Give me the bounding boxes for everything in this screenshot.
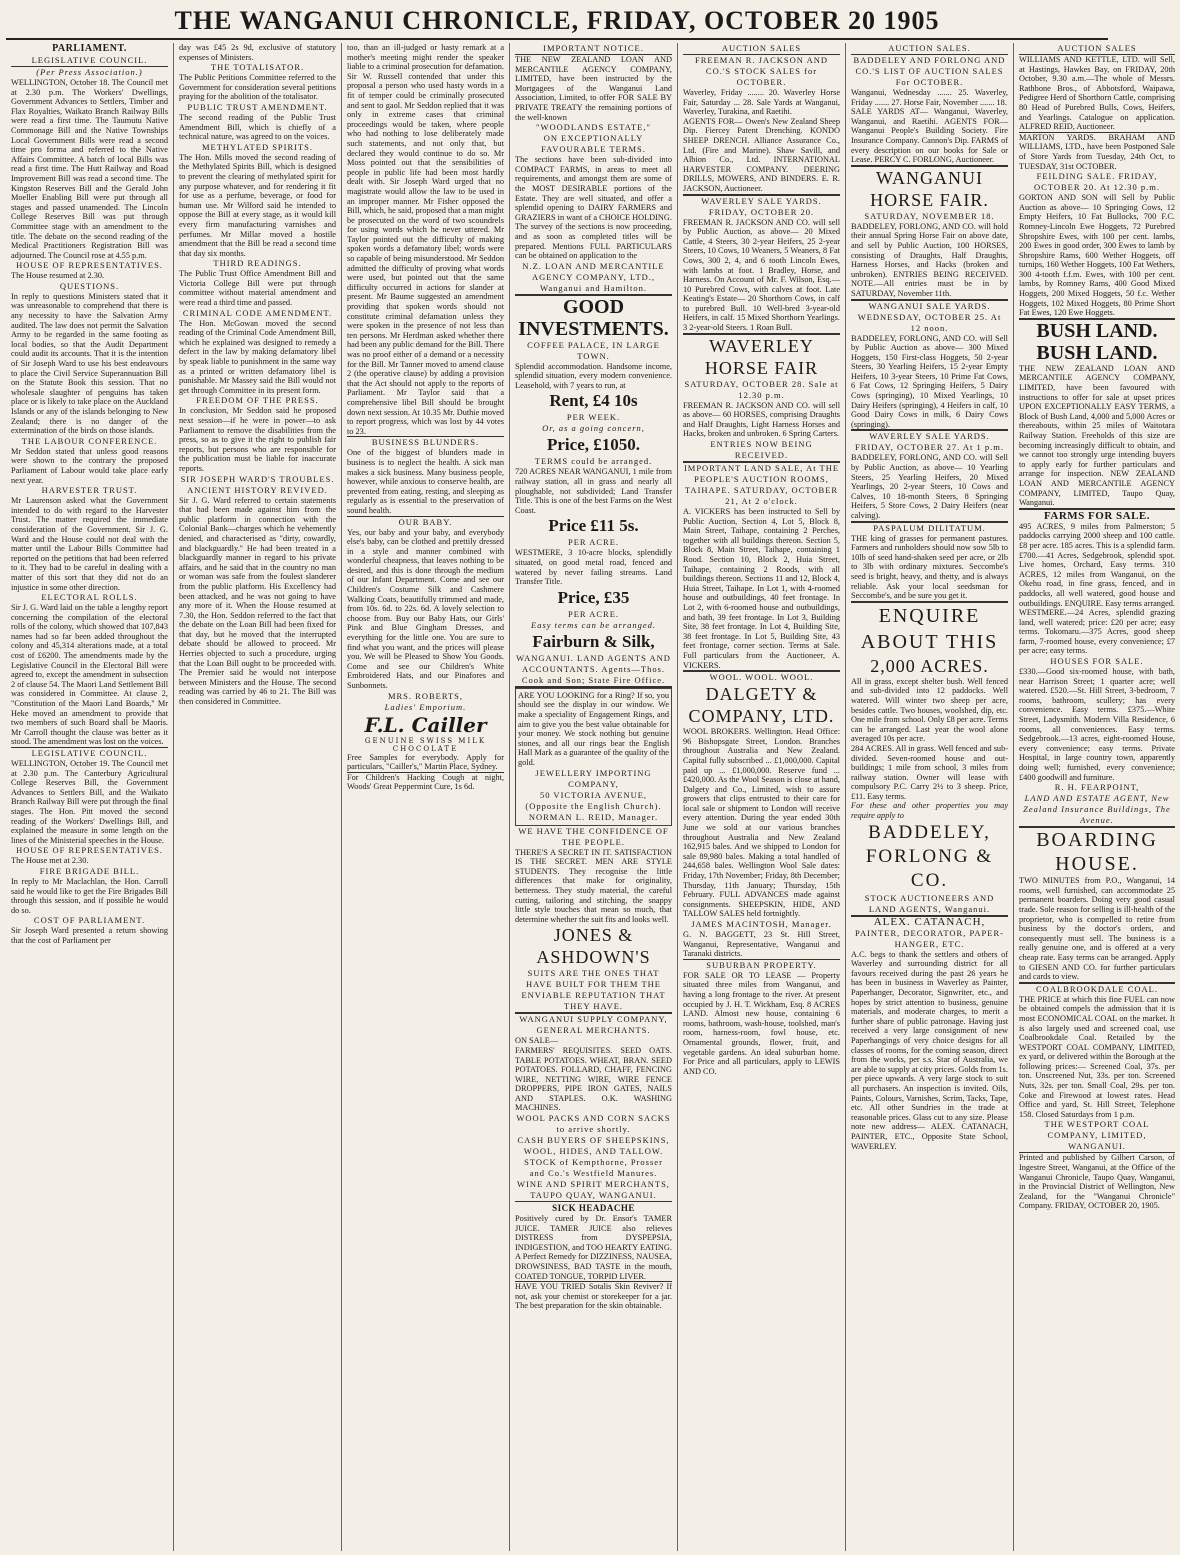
ad-headline: HOUSES FOR SALE. <box>1050 656 1144 667</box>
ad-headline: FREEMAN R. JACKSON AND CO.'S STOCK SALES for OCTOBER. <box>695 55 828 87</box>
column-2 <box>174 43 342 1551</box>
ad-text: LAND AND ESTATE AGENT, New Zealand Insurance Buildings, The Avenue. <box>1023 793 1171 826</box>
ad-text: FARMERS' REQUISITES. SEED OATS. TABLE POTATOES. WHEAT, BRAN. SEED POTATOES. FOLLARD, CHAFF, FENCING WIRE, NETTING WIRE, WIRE FENCE DROPPERS, PIPE IRON GATES, NAILS AND STAPLES. O.K. WASHING MACHINES. <box>515 1045 672 1113</box>
section-heading: AUCTION SALES <box>721 43 802 53</box>
article-text: day was £45 2s 9d, exclusive of statutory expenses of Ministers. <box>179 43 336 62</box>
article-text: Sir Joseph Ward presented a return showing that the cost of Parliament per <box>11 926 168 945</box>
ad-headline: ALEX. CATANACH, <box>873 915 986 928</box>
section-heading: AUCTION SALES. <box>888 43 971 53</box>
price-unit: PER ACRE. <box>567 537 620 548</box>
subheading: COST OF PARLIAMENT. <box>33 915 146 926</box>
ad-text: BADDELEY, FORLONG, AND CO. will Sell by Public Auction as above— 300 Mixed Hoggets, 150 First-class Hoggets, 50 2-year Steers, 30 Yearling Heifers, 15 2-year Empty Heifers, 10 3-year Steers, 10 Prime Fat Cows, 6 Fat Cows, 12 Springing Heifers, 5 Dairy Cows (springing), 10 Mixed Yearlings, 10 Dairy Heifers (springing), 4 Heifers in calf, 10 Good Dairy Cows in milk, 6 Dairy Cows (springing). <box>851 333 1008 429</box>
agency: N.Z. LOAN AND MERCANTILE AGENCY COMPANY, LTD., Wanganui and Hamilton. <box>522 260 665 293</box>
horse-fair: WAVERLEY HORSE FAIR <box>704 335 819 378</box>
article-text: In reply to Mr Maclachlan, the Hon. Carroll said he would like to get the Fire Brigades Bill through this session, and if possible he would do so. <box>11 876 168 915</box>
ad-text: The sections have been sub-divided into COMPACT FARMS, in areas to meet all requirements, and amongst them are some of the MOST DESIRABLE portions of the Estate. They are well situated, and offer a splendid opening to DAIRY FARMERS and GRAZIERS in want of a CHOICE HOLDING. The survey of the sections is now proceeding, and as soon as completed titles will be prepared. Mentions FULL PARTICULARS can be obtained on application to the <box>515 155 672 261</box>
ad-headline: SICK HEADACHE <box>552 1203 635 1214</box>
subheading: HOUSE OF REPRESENTATIVES. <box>16 845 163 856</box>
ad-text: THE WESTPORT COAL COMPANY, LIMITED, WANGANUI. <box>1044 1119 1150 1152</box>
ad-text: BADDELEY, FORLONG, AND CO. will hold their annual Spring Horse Fair on above date, and sell by Public Auction, 100 HORSES, consisting of Draughts, Half Draughts, Harness Horses, and Hacks (broken and unbroken). ENTRIES BEING RECEIVED. NOTE.—All entries must be in by SATURDAY, November 11th. <box>851 221 1008 298</box>
ad-text: ENTRIES NOW BEING RECEIVED. <box>710 439 813 461</box>
ad-headline: WE HAVE THE CONFIDENCE OF THE PEOPLE. <box>518 825 669 847</box>
ad-text: FREEMAN R. JACKSON AND CO. will sell as above— 60 HORSES, comprising Draughts and Half Draughts, Light Harness Horses and Hacks, broken and unbroken. 6 Spring Carters. <box>683 400 840 439</box>
article-text: One of the biggest of blunders made in business is to neglect the health. A sick man makes a sick business. Many business people, however, while anxious to conserve health, are prevented from eating, resting, and sleeping as regularly as is essential to the preservation of sound health. <box>347 448 504 515</box>
ad-text: HAVE YOU TRIED Sotalis Skin Reviver? If not, ask your chemist or storekeeper for a jar. The best preparation for the skin obtainable. <box>515 1282 672 1311</box>
bush-land-headline: BUSH LAND. <box>1036 341 1158 364</box>
agent-name: R. H. FEARPOINT, <box>1054 782 1140 793</box>
bush-land-headline: BUSH LAND. <box>1036 319 1158 342</box>
subheading: THIRD READINGS. <box>213 258 302 269</box>
article-text: For Children's Hacking Cough at night, Woods' Great Peppermint Cure, 1s 6d. <box>347 772 504 792</box>
logo-subtitle: GENUINE SWISS MILK CHOCOLATE <box>364 736 487 753</box>
ad-text: £330.—Good six-roomed house, with bath, near Harrison Street; 1 quarter acre; well watered. £520.—St. Hill Street, 3-bedroom, 7 rooms, bathroom, scullery; has every convenience. Easy terms. £375.—White Street, Ladysmith. Modern Villa Residence, 6 rooms, all conveniences. Easy terms. Sedgebrook.—13 acres, eight-roomed House, every convenience; easy terms. Private Hospital, in large country town, apparently doing well; furnished, every convenience; £400 goodwill and furniture. <box>1019 667 1175 782</box>
on-sale: ON SALE— <box>515 1036 559 1046</box>
subheading: PUBLIC TRUST AMENDMENT. <box>187 101 328 112</box>
ad-text: THE PRICE at which this fine FUEL can now be obtained compels the admission that it is most ECONOMICAL COAL on the market. It is also largely used and screened coal, use Coalbrookdale Coal. Retailed by the WESTPORT COAL COMPANY, LIMITED, ex yard, or delivered within the Borough at the following prices:— Screened Coal, 37s. per ton. Unscreened Nut, 33s. per ton. Screened Nuts, 32s. per ton. Small Coal, 29s. per ton. Coke and Firewood at lowest rates. Head Office and yard, St. Hill Street, Telephone 158. Closed Saturdays from 1 p.m. <box>1019 994 1175 1119</box>
ad-text: A.C. begs to thank the settlers and others of Waverley and surrounding district for all favours received during the past 26 years he has been in business in Waverley as Painter, Paperhanger, Decorator, Signwriter, etc., and hopes by strict attention to business, genuine materials, and moderate charges, to merit a further share of public patronage. Having just received a very large consignment of new Paperhangings of very choice designs for all classes of rooms, for the coming season, direct from the works, per s.s. Star of Australia, we are able to supply at city prices. Golds from 1s. per piece upwards. A very large stock to suit all purchasers. An inspection is invited. Oils, Paints, Colours, Varnishes, Scrim, Tacks, Tape, etc. All other Sundries in the trade at reasonable prices. Glass cut to any size. Please note new address— ALEX. CATANACH, PAINTER, ETC., Opposite State School, WAVERLEY. <box>851 949 1008 1151</box>
dalgety-name: DALGETY & COMPANY, LTD. <box>688 684 835 727</box>
subheading: FIRE BRIGADE BILL. <box>39 865 140 876</box>
ad-text: Easy terms can be arranged. <box>531 619 656 630</box>
ad-headline: FEILDING SALE. FRIDAY, OCTOBER 20. At 12.30 p.m. <box>1034 171 1160 193</box>
ad-text: THERE'S A SECRET IN IT. SATISFACTION IS THE SECRET. MEN ARE STYLE STUDENTS. They recognise the little differences that make for originality, betterness. They study material, the careful cutting, tailoring and stitching, the snappy little style touches that mean so much, that determine whether the suit fits and looks well. <box>515 847 672 924</box>
price-unit: PER ACRE. <box>567 608 620 619</box>
article-text: Free Samples for everybody. Apply for particulars, "Cailler's," Martin Place, Sydney. <box>347 752 504 772</box>
ad-headline: WOOL. WOOL. WOOL. <box>709 672 814 683</box>
article-text: Yes, our baby and your baby, and everybody else's baby, can be clothed and prettily dressed in a style and manner combined with wonderful cheapness, that leaves nothing to be desired, and this is done through the medium of our Infant Department. Come and see our Children's Costume Silk and Cashmere Walking Coats, beautifully trimmed and made, from 10s. 6d. to 22s. 6d. A lovely selection to choose from. Buy our Baby Hats, our Girls' Pink and Blue Gingham Dresses, and everything for the little one. You are sure to find what you want, and the prices will please you. We will be Pleased to Show You Goods. Come and see our Children's White Embroidered Hats, and our Pinafores and Sunbonnets. <box>347 527 504 690</box>
ad-text: For these and other properties you may require apply to <box>851 801 1008 821</box>
article-text: The Hon. Mills moved the second reading of the Methylated Spirits Bill, which is designed to prevent the clearing of methylated spirit for any purpose whatever, and for rendering it fit for use as a perfume, beverage, or food for human use. Mr Wilford said he intended to oppose the Bill at every stage, as it would kill every firm manufacturing varnishes and perfumes. Mr Millar moved a hostile amendment that the Bill be read a second time that day six months. <box>179 152 336 258</box>
column-1 <box>6 43 174 1551</box>
ad-text: WOOL PACKS AND CORN SACKS to arrive shortly. <box>516 1113 671 1135</box>
acres-headline: 2,000 ACRES. <box>870 655 989 676</box>
ad-headline: BADDELEY AND FORLONG AND CO.'S LIST OF AUCTION SALES For OCTOBER. <box>853 55 1006 87</box>
article-text: WELLINGTON, October 18. The Council met at 2.30 p.m. The Workers' Dwellings, Government Advances to Settlers, Timber and Flax Royalties, Waikato Branch Railway Bills were read a first time. The Taumutu Native Commonage Bill and the Native Townships Local Government Bills were read a second time pro forma and referred to the Native Affairs Committee. A batch of local Bills was read a first time. The Hutt Railway and Road Improvement Bill was read a second time. The Kingston Reserves Bill and the Gerald John Moeller Enabling Bill were put through all stages and passed unamended. The Lincoln College Reserves Bill was put through Committee stage with an amendment to the title. The debate on the second reading of the Medical Practitioners Registration Bill was adjourned. The Council rose at 4.55 p.m. <box>11 78 168 260</box>
signature: MRS. ROBERTS, <box>387 690 464 701</box>
article-text: Mr Seddon stated that unless good reasons were shown to the contrary the proposed Parliament of Labour would take place early next year. <box>11 446 168 485</box>
firm-sub: WANGANUI. LAND AGENTS AND ACCOUNTANTS. Agents—Thos. Cook and Son; State Fire Office. <box>516 652 671 685</box>
ad-text: TWO MINUTES from P.O., Wanganui, 14 rooms, well furnished, can accommodate 25 permanent boarders. Doing very good casual trade. Sole reason for selling is ill-health of the proprietor, who is compelled to retire from business by the doctor's orders, and consequently must sell. The business is a really genuine one, and is offered at a very cheap rate. Easy terms can be arranged. Apply to GIESEN AND CO. for further particulars and cards to view. <box>1019 876 1175 982</box>
article-text: The Public Petitions Committee referred to the Government for consideration several petitions praying for the abolition of the totalisator. <box>179 73 336 102</box>
notice-heading: IMPORTANT NOTICE. <box>543 43 644 53</box>
column-7 <box>1014 43 1180 1551</box>
article-text: The House resumed at 2.30. <box>11 271 105 281</box>
ad-subhead: SATURDAY, NOVEMBER 18. <box>864 210 995 221</box>
subheading: THE LABOUR CONFERENCE. <box>21 435 158 446</box>
subheading: QUESTIONS. <box>59 280 120 291</box>
ad-text: FREEMAN R. JACKSON AND CO. will sell by Public Auction, as above— 20 Mixed Cattle, 4 Steers, 30 2-year Heifers, 25 2-year Steers, 10 Cows, 10 Weaners, 5 Weaners, 8 Fat Cows, 300 2, 4, and 6 tooth Lincoln Ewes, with lambs at foot. 1 Bradley, Horse, and Harness. On Account of Mr. F. Wilson, Esq.— 10 Purebred Cows, with calves at foot. Late Keating's Estate— 20 Shorthorn Cows, in calf to purebred Bull. 10 Well-bred 3-year-old Heifers, in calf. 15 Mixed Shorthorn Yearlings. 3 2-year-old Steers. 1 Roan Bull. <box>683 217 840 333</box>
ad-text: MARTON YARDS. BRAHAM AND WILLIAMS, LTD., have been Postponed Sale of Store Yards from Tuesday, 24th Oct, to TUESDAY, 31st OCTOBER. <box>1019 132 1175 171</box>
column-3 <box>342 43 510 1551</box>
merchants: GENERAL MERCHANTS. <box>536 1025 651 1036</box>
article-text: too, than an ill-judged or hasty remark at a mother's meeting might render the speaker liable to a criminal prosecution for defamation. Sir W. Russell contended that under this proposal a person who used hasty words in a fit of temper could be criminally prosecuted and sent to gaol. Mr Seddon replied that it was only in extreme cases that criminal proceedings would be taken, where people who had nothing to lose deliberately made such statements, and not only that, but declared they would continue to do so. Mr Moss pointed out that the sensibilities of people in public life had been most hardly dealt with. Sir Joseph Ward urged that no magistrate would allow the law to be used in an improper manner. Mr Fisher opposed the Bill, which, he said, proposed that a man might be prosecuted on the word of two scoundrels for using words which he never uttered. Mr Taylor pointed out the difficulty of making spoken words a defamatory libel; words were so capable of being misunderstood. Mr Seddon admitted the difficulty of proving what words were used, but pointed out that the same difficulty occurred in actions for slander at present. Mr Baume suggested an amendment providing that spoken words should not constitute criminal defamation unless they were spoken in the presence of not less than ten persons. Mr Herdman asked whether there had been any public demand for the Bill. There was no proof either of a demand or a necessity for the Bill. Mr Tanner moved to amend clause 2 (the operative clause) by adding a provision that the Act should not apply to the reports of Parliament. Mr Taylor said that a comprehensive libel Bill should be brought down next session. At 10.35 Mr. Duthie moved to report progress, which was lost by 44 votes to 23. <box>347 43 504 436</box>
ad-text: Waverley, Friday ........ 20. Waverley Horse Fair, Saturday ... 28. Sale Yards at Wanganui, Waverley, Turakina, and Raetihi. <box>683 88 840 117</box>
ad-text: FOR SALE OR TO LEASE — Property situated three miles from Wanganui, and having a long frontage to the river. At present occupied by J. H. T. Wickham, Esq. 8 ACRES LAND. Almost new house, containing 6 rooms, bathroom, wash-house, toolshed, man's room, harness-room, fowl house, etc. Ornamental grounds, flower, fruit, and vegetable gardens. An ideal suburban home. For Price and all particulars, apply to LEWIS AND CO. <box>683 970 840 1076</box>
ad-text: THE NEW ZEALAND LOAN AND MERCANTILE AGENCY COMPANY, LIMITED, have been instructed by the Mortgagees of the Wanganui Land Association, Limited, to offer FOR SALE BY PRIVATE TREATY the remaining portions of the well-known <box>515 55 672 122</box>
ad-text: ARE YOU LOOKING for a Ring? If so, you should see the display in our window. We make a speciality of Engagement Rings, and aim to give you the best value obtainable for your money. We stock nothing but genuine stones, and all our rings bear the English Hall Mark as a guarantee of the quality of the gold. <box>518 690 669 767</box>
subheading: ANCIENT HISTORY REVIVED. <box>187 484 328 495</box>
ad-text: A Perfect Remedy for DIZZINESS, NAUSEA, DROWSINESS, BAD TASTE in the mouth, COATED TONGUE, TORPID LIVER. <box>515 1252 672 1281</box>
column-6 <box>846 43 1014 1551</box>
ad-text: Positively cured by Dr. Ensor's TAMER JUICE. TAMER JUICE also relieves DISTRESS from DYSPEPSIA, INDIGESTION, and TOO HEARTY EATING. <box>515 1214 672 1252</box>
subheading: LEGISLATIVE COUNCIL. <box>31 748 148 758</box>
article-text: The Hon. McGowan moved the second reading of the Criminal Code Amendment Bill, which he explained was designed to remedy a defect in the law by making defamatory libel by speak liable to punishment in the same way as a printed or written defamatory libel is punishable. Mr Massey said the Bill would not get through Committee in its present form. <box>179 318 336 395</box>
supply-company: WANGANUI SUPPLY COMPANY, <box>519 1014 668 1025</box>
jeweller-name: JEWELLERY IMPORTING COMPANY, <box>535 767 652 789</box>
article-text: Sir J. G. Ward laid on the table a lengthy report concerning the compilation of the electoral rolls of the colony, which showed that 107,843 names had so far been added throughout the colony and 45,314 alterations made, at a total cost of £6200. The amendments made by the Legislative Council in the Electoral Bill were agreed to, except the amendment in subsection 2 of clause 54. The Maori Land Settlement Bill was considered in Committee. At clause 2, "Constitution of the Maori Land Boards," Mr Heke moved an amendment to provide that two members of such Board shall be Maoris. Mr Carroll thought the clause was better as it stood. The amendment was lost on the voices. <box>11 603 168 747</box>
price: Price, £35 <box>557 587 630 607</box>
signature: Ladies' Emporium. <box>384 701 467 712</box>
ad-text: WESTMERE, 3 10-acre blocks, splendidly situated, on good metal road, fenced and watered by never failing streams. Land Transfer Title. <box>515 548 672 587</box>
subheading: SIR JOSEPH WARD'S TROUBLES. <box>180 473 335 484</box>
ad-text: All in grass, except shelter bush. Well fenced and sub-divided into 12 paddocks. Well watered. Will winter two sheep per acre, besides cattle. Two houses, woolshed, dip, etc. One mile from school. Only £8 per acre. Terms can be arranged. Last year the wool alone averaged 10s per acre. <box>851 676 1008 744</box>
ad-headline: IMPORTANT LAND SALE, At THE PEOPLE'S AUCTION ROOMS, TAIHAPE. SATURDAY, OCTOBER 21, At 2 o'clock. <box>683 463 840 507</box>
column-5 <box>678 43 846 1551</box>
ad-headline: WANGANUI SALE YARDS. WEDNESDAY, OCTOBER 25. At 12 noon. <box>857 300 1002 333</box>
article-text: The Public Trust Office Amendment Bill and Victoria College Bill were put through committee without material amendment and were read a third time and passed. <box>179 269 336 308</box>
subheading: BUSINESS BLUNDERS. <box>371 437 480 448</box>
ad-text: 284 ACRES. All in grass. Well fenced and sub-divided. Seven-roomed house and out-buildings; 1 mile from school, 3 miles from railway station. Owner will lease with compulsory P.C. Carry 2½ to 3 sheep. Price, £11. Easy terms. <box>851 743 1008 801</box>
ad-headline: GOOD INVESTMENTS. <box>518 295 669 340</box>
ad-headline: FARMS FOR SALE. <box>1044 509 1150 522</box>
ad-text: CASH BUYERS OF SHEEPSKINS, WOOL, HIDES, AND TALLOW. STOCK of Kempthorne, Prosser and Co.'s Westfield Manures. <box>517 1135 670 1179</box>
ad-text: WINE AND SPIRIT MERCHANTS, TAUPO QUAY, WANGANUI. <box>517 1179 670 1201</box>
horse-fair: WANGANUI HORSE FAIR. <box>870 167 989 210</box>
ad-text: 495 ACRES, 9 miles from Palmerston; 5 paddocks carrying 2000 sheep and 100 cattle. £8 per acre. 185 acres. This is a splendid farm. £700.—41 Acres, Sedgebrook, splendid spot. Live homes, Orchard, Easy terms. 310 ACRES, 12 miles from Wanganui, on the Okehu road, in fine grass, fenced, and in paddocks, all well watered, good house and outbuildings. ENQUIRE. Easy terms arranged. WESTMERE.—24 Acres, splendid grazing land, well watered; price: £20 per acre; easy terms. Tokomaru.—375 Acres, good sheep farm, 7-roomed house, every convenience; £7 per acre; easy terms. <box>1019 521 1175 656</box>
price: Price, £1050. <box>547 435 640 455</box>
ad-text: 720 ACRES NEAR WANGANUI, 1 mile from railway station, all in grass and nearly all ploughable, not subdivided; Land Transfer Title. This is one of the best Farms on the West Coast. <box>515 467 672 515</box>
subheading: THE TOTALISATOR. <box>210 62 305 73</box>
estate-name: "WOODLANDS ESTATE," <box>536 122 651 133</box>
ad-text: BADDELEY, FORLONG, AND CO. will Sell by Public Auction, as above— 10 Yearling Steers, 25 Yearling Heifers, 20 Mixed Yearlings, 20 2-year Steers, 10 Cows and Calves, 10 18-month Steers, 8 Springing Heifers, 5 Store Cows, 2 Dairy Heifers (near calving). <box>851 453 1008 520</box>
enquire-headline: ENQUIRE ABOUT THIS <box>860 604 999 653</box>
column-4 <box>510 43 678 1551</box>
ad-text: Wanganui, Wednesday ....... 25. Waverley, Friday ....... 27. Horse Fair, November ....... 18. <box>851 88 1008 107</box>
section-heading: PARLIAMENT. <box>52 43 127 54</box>
ad-text: G. N. BAGGETT, 23 St. Hill Street, Wanganui, Representative, Wanganui and Taranaki districts. <box>683 930 840 959</box>
ad-subhead: PAINTER, DECORATOR, PAPER-HANGER, ETC. <box>855 927 1004 949</box>
subheading: METHYLATED SPIRITS. <box>201 141 314 152</box>
ad-subhead: COFFEE PALACE, IN LARGE TOWN. <box>527 339 660 361</box>
subheading: HARVESTER TRUST. <box>41 485 138 496</box>
terms: ON EXCEPTIONALLY FAVOURABLE TERMS. <box>541 133 646 155</box>
masthead: THE WANGANUI CHRONICLE, FRIDAY, OCTOBER 20 1905 <box>6 4 1108 40</box>
columns <box>6 43 1175 1551</box>
article-text: Mr Laurenson asked what the Government intended to do with regard to the Harvester Trust. The matter required the immediate consideration of the Government. Sir J. G. Ward and the House could not deal with the matter until the Labour Bills Committee had reported on the petitions that had been referred to it. They had to be careful in dealing with a matter of this sort that they did not do an injustice in some other direction. <box>11 496 168 592</box>
ad-headline: WAVERLEY SALE YARDS. FRIDAY, OCTOBER 27. At 1 p.m. <box>854 431 1005 453</box>
ad-headline: SUBURBAN PROPERTY. <box>706 959 817 970</box>
ad-text: THE king of grasses for permanent pastures. Farmers and runholders should now sow 5lb to 10lb of seed hand-shaken seed per acre, or 2lb to 3lb with ordinary mixtures. Seccombe's seed is bright, heavy, and thetty, and is always reliable. Ask your local seedsman for Seccombe's, and be sure you get it. <box>851 533 1008 601</box>
subheading: ELECTORAL ROLLS. <box>41 592 138 603</box>
ad-text: STOCK AUCTIONEERS AND LAND AGENTS, Wanganui. <box>864 892 995 914</box>
article-text: Sir J. G. Ward referred to certain statements that had been made against him from the public platform in connection with the Colonial Bank—charges which he vehemently denied, and characterised as "dirty, cowardly, and blackguardly." He had been treated in a blackguardly manner in regard to his private affairs, and he said that in the country no man or woman was safe from the foulest slanderer from the public platform. His Excellency had been attacked, and he was not going to have any more of it. When the House resumed at 7.30, the Hon. Seddon referred to the fact that the debate on the Loan Bill had been fixed for that day, but he moved that the interrupted debate should be allowed to proceed. Mr Herries objected to such a procedure, urging that the Loan Bill ought to be proceeded with. The Premier said he would not interpose between Ministers and the House. The second reading was carried by 46 to 21. The Bill was then considered in Committee. <box>179 495 336 707</box>
subheading: OUR BABY. <box>398 516 453 527</box>
jones-ashdown: JONES & ASHDOWN'S <box>536 925 651 968</box>
ad-subhead: SATURDAY, OCTOBER 28. Sale at 12.30 p.m. <box>684 378 839 400</box>
article-text: The second reading of the Public Trust Amendment Bill, which is chiefly of a technical nature, was agreed to on the voices. <box>179 112 336 142</box>
firm-name: Fairburn & Silk, <box>532 631 655 651</box>
article-text: The House met at 2.30. <box>11 856 89 866</box>
cailler-logo: F.L. Cailler <box>364 712 487 737</box>
ad-text: Or, as a going concern, <box>542 423 645 434</box>
ad-headline: COALBROOKDALE COAL. <box>1036 983 1158 994</box>
baddeley-forlong: BADDELEY, FORLONG & CO. <box>865 821 994 891</box>
imprint: Printed and published by Gilbert Carson, of Ingestre Street, Wanganui, at the Office of the Wanganui Chronicle, Taupo Quay, Wanganui, in the Provincial District of Wellington, New Zealand, for the "Wanganui Chronicle" Company. FRIDAY, OCTOBER 20, 1905. <box>1019 1153 1175 1211</box>
article-text: In conclusion, Mr Seddon said he proposed next session—if he were in power—to ask Parliament to remove the disabilities from the press, so as to give it the right to publish fair reports, but persons who are responsible for the publication must be liable for inaccurate reports. <box>179 406 336 473</box>
ad-text: WOOL BROKERS. Wellington. Head Office: 96 Bishopsgate Street, London. Branches throughout Australia and New Zealand. Capital fully subscribed ... £1,000,000. Capital paid up ... £1,000,000. Reserve fund ... £420,000. As the Wool Season is close at hand, Dalgety and Co., Limited, wish to assure growers that clips entrusted to their care for local sale or shipment to London will receive every attention. During the year ended 30th June we sold at our various branches throughout Australia and New Zealand 162,915 bales. And we shipped to London for sale 89,980 bales. Making a total handled of 244,658 bales. Wellington Wool Sale dates: Friday, 17th November; Friday, 8th December; Thursday, 11th January; Thursday, 15th February. FULL ADVANCES made against consignments. SHEEPSKIN, HIDE, AND TALLOW SALES held fortnightly. <box>683 727 840 919</box>
ad-text: TERMS could be arranged. <box>534 456 653 467</box>
ad-text: JAMES MACINTOSH, Manager. <box>691 919 832 929</box>
price-unit: PER WEEK. <box>566 412 621 423</box>
section-heading: AUCTION SALES <box>1057 43 1137 53</box>
ad-headline: PASPALUM DILITATUM. <box>873 522 986 533</box>
subheading: LEGISLATIVE COUNCIL. <box>31 55 148 65</box>
subheading: HOUSE OF REPRESENTATIVES. <box>16 260 163 271</box>
price: Rent, £4 10s <box>549 391 638 411</box>
ad-text: THE NEW ZEALAND LOAN AND MERCANTILE AGENCY COMPANY, LIMITED, have been favoured with instructions to offer for sale at upset prices UPON EXCEPTIONALLY EASY TERMS, a Block of Bush Land, 4,000 and 5,000 Acres or thereabouts, within 25 miles of Waitotara Railway Station. Freeholds of this size are becoming increasingly difficult to obtain, and we cannot too strongly urge intending buyers to apply early for further particulars and arrange for inspection. NEW ZEALAND LOAN AND MERCANTILE AGENCY COMPANY, LIMITED, Taupo Quay, Wanganui. <box>1019 363 1175 508</box>
ad-headline: WAVERLEY SALE YARDS. FRIDAY, OCTOBER 20. <box>701 195 822 217</box>
ad-text: GORTON AND SON will Sell by Public Auction as above— 10 Springing Cows, 12 Empty Heifers, 10 Fat Bullocks, 700 F.C. Romney-Lincoln Ewe Hoggets, 72 Purebred Shropshire Ewes, with 100 per cent. lambs, 200 Ewes in good order, 300 Ewes to lamb by Shropshire Rams, 600 Wether Hoggets, off turnips, 160 Wether Hoggets, 100 Fat Wethers, 300 4-tooth f.f.m. Ewes, with 100 per cent. lambs, by Romney Rams, 400 Good Mixed Hoggets, 200 Mixed Hoggets, 50 f.c. Wether Hoggets, 102 Mixed Hoggets, 80 Prime Short Fat Ewes, 120 Ewe Hoggets. <box>1019 193 1175 318</box>
ad-text: A. VICKERS has been instructed to Sell by Public Auction, Section 4, Lot 5, Block 8, Main Street, Taihape, containing 2 Perches, together with all buildings thereon. Section 5, Block 8, Main Street, Taihape, containing 1 Rood. Section 10, Block 2, Huia Street, Taihape, containing 2 Roods, with all buildings thereon. Sections 11 and 12, Block 4, Huia Street, Taihape. In Lot 1, with 4-roomed house and outbuildings, 40 feet frontage. In Lot 2, with 6-roomed house and outbuildings, and bath, 39 feet frontage. In Lot 3, Building Site, 38 feet frontage. In Lot 4, Building Site, 38 feet frontage. In Lot 5, Building Site, 43 feet frontage, corner section. Terms at Sale. Full particulars from the Auctioneer, A. VICKERS. <box>683 507 840 670</box>
subheading: FREEDOM OF THE PRESS. <box>196 395 319 406</box>
ring-ad <box>515 688 672 826</box>
price: Price £11 5s. <box>548 516 639 536</box>
ad-text: SUITS ARE THE ONES THAT HAVE BUILT FOR THEM THE ENVIABLE REPUTATION THAT THEY HAVE. <box>521 968 666 1012</box>
article-text: WELLINGTON, October 19. The Council met at 2.30 p.m. The Canterbury Agricultural College Reserves Bill, the Government Advances to Settlers Bill, and the Waikato Branch Railway Bill were put through the final stages. The Hon. Pitt moved the second reading of the Workers' Dwellings Bill, and explained the measure in some length on the lines of the Ministerial speeches in the House. <box>11 759 168 845</box>
subheading: CRIMINAL CODE AMENDMENT. <box>182 307 333 318</box>
credit: (Per Press Association.) <box>36 67 143 77</box>
ad-text: WILLIAMS AND KETTLE, LTD. will Sell, at Hastings, Hawkes Bay, on FRIDAY, 20th October, 9.30 a.m.—The whole of Messrs. Rathbone Bros., of Abbotsford, Waipawa, Pedigree Herd of Shorthorn Cattle, comprising 80 Head of Purebred Bulls, Cows, Heifers, and Yearlings. Catalogue on application. ALFRED REID, Auctioneer. <box>1019 55 1175 132</box>
ad-text: SALE YARDS AT— Wanganui, Waverley, Wanganui, and Raetihi. AGENTS FOR— Wanganui People's Building Society. Fire Insurance Company. Cannon's Dip. FARMS of every description on our books for Sale or Lease. PERCY C. FORLONG, Auctioneer. <box>851 107 1008 165</box>
jeweller-address: 50 VICTORIA AVENUE, (Opposite the English Church). NORMAN L. REID, Manager. <box>525 789 662 822</box>
article-text: In reply to questions Ministers stated that it was unreasonable to comprehend that there is any necessity to have the Salvation Army audited. The law does not permit the Salvation Army to be regarded in the same footing as local bodies, so that the Audit Department could audit its accounts. That it is the intention of Sir Joseph Ward to use his best endeavours to place the Civil Service Superannuation Bill on the Statute Book this session. That no wholesale slaughter of penguins has taken place or is likely to take place on the Auckland Islands or any of the islands belonging to New Zealand; there is no danger of the extermination of the birds on those islands. <box>11 291 168 436</box>
boarding-headline: BOARDING HOUSE. <box>1036 829 1158 876</box>
ad-text: Splendid accommodation. Handsome income, splendid situation, every modern convenience. Leasehold, with 7 years to run, at <box>515 361 672 390</box>
ad-text: AGENTS FOR— Owen's New Zealand Sheep Dip. Fiercey Patent Drenching. KONDO SHEEP DRENCH. Alliance Assurance Co., Ltd. (Fire and Marine). Shaw Savill, and Albion Co., Ltd. INTERNATIONAL HARVESTER COMPANY. DEERING DRILLS, MOWERS, AND BINDERS. E. R. JACKSON, Auctioneer. <box>683 116 840 193</box>
